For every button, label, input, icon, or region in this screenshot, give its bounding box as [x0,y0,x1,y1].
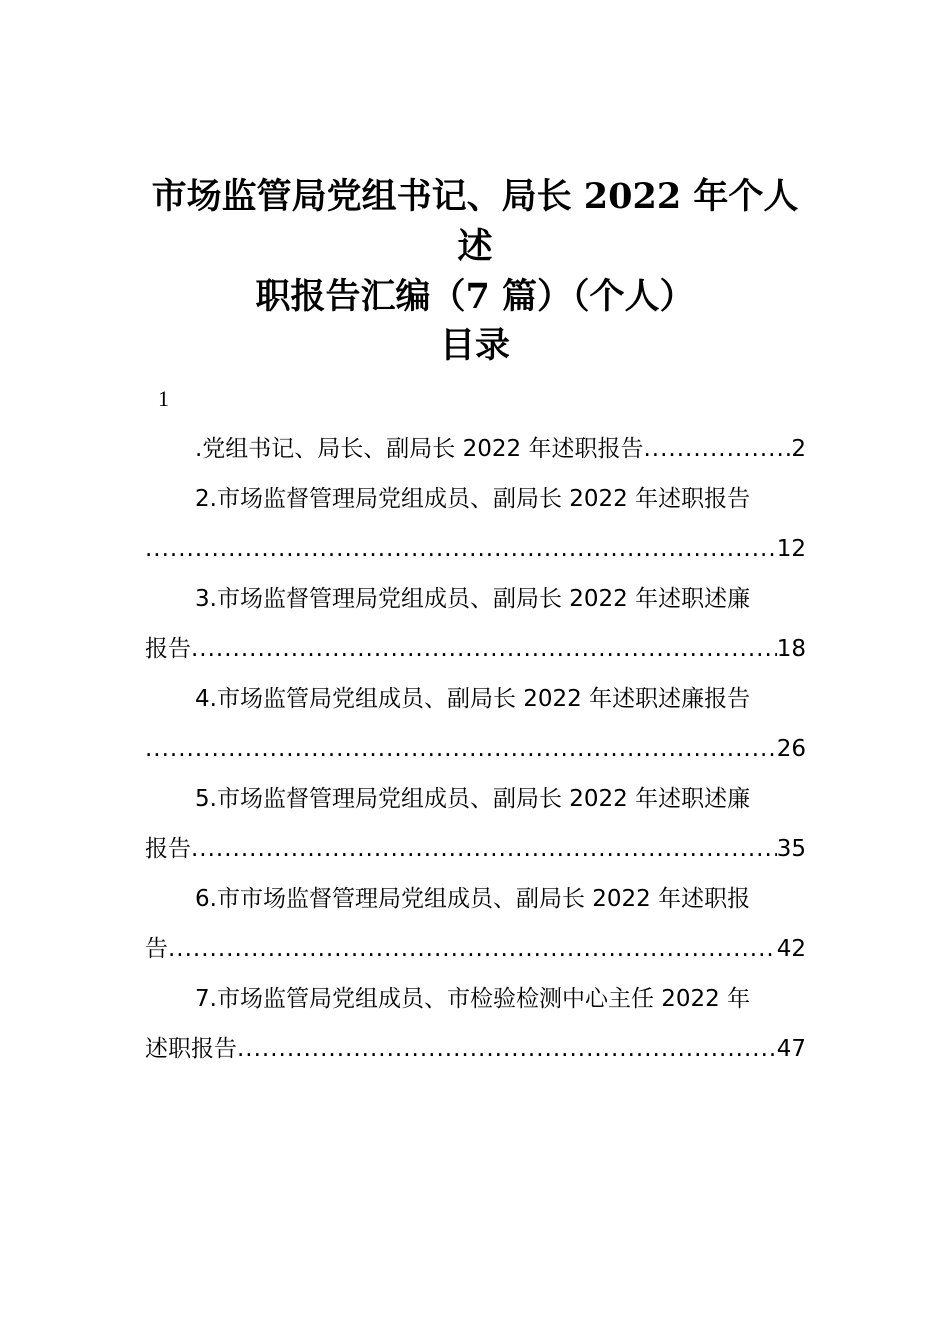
title-line-1: 市场监管局党组书记、局长 2022 年个人述 [151,176,799,267]
toc-page-number: 26 [776,736,806,762]
toc-entry-3[interactable] [145,574,806,674]
document-title [140,172,810,322]
dot-leader [191,824,777,874]
toc-entry-title-continued: 告 [145,936,168,962]
toc-entry-7[interactable] [145,974,806,1074]
toc-entry-1[interactable] [145,424,806,474]
toc-entry-title: 6.市市场监督管理局党组成员、副局长 2022 年述职报 [195,886,751,912]
toc-entry-4[interactable] [145,674,806,774]
dot-leader [191,624,777,674]
toc-entry-title-continued: 报告 [145,636,191,662]
title-line-2: 职报告汇编（7 篇）（个人） [255,276,695,317]
toc-entry-title: .党组书记、局长、副局长 2022 年述职报告 [195,436,644,462]
dot-leader [168,924,777,974]
toc-entry-6[interactable] [145,874,806,974]
toc-entry-title: 3.市场监督管理局党组成员、副局长 2022 年述职述廉 [195,586,751,612]
toc-heading: 目录 [439,325,510,366]
toc-entry-title-continued: 述职报告 [145,1036,237,1062]
dot-leader [237,1024,777,1074]
toc-entry-title: 2.市场监督管理局党组成员、副局长 2022 年述职报告 [195,486,751,512]
table-of-contents [145,424,806,1074]
toc-page-number: 18 [776,636,806,662]
dot-leader [145,524,777,574]
toc-page-number: 2 [791,436,806,462]
toc-entry-2[interactable] [145,474,806,574]
stray-list-number: 1 [158,386,169,411]
toc-page-number: 12 [776,536,806,562]
toc-entry-title: 5.市场监督管理局党组成员、副局长 2022 年述职述廉 [195,786,751,812]
toc-page-number: 35 [776,836,806,862]
toc-entry-title: 7.市场监管局党组成员、市检验检测中心主任 2022 年 [195,986,751,1012]
dot-leader [643,424,791,474]
toc-entry-title: 4.市场监管局党组成员、副局长 2022 年述职述廉报告 [195,686,751,712]
toc-page-number: 42 [776,936,806,962]
toc-entry-title-continued: 报告 [145,836,191,862]
toc-page-number: 47 [776,1036,806,1062]
dot-leader [145,724,777,774]
toc-entry-5[interactable] [145,774,806,874]
